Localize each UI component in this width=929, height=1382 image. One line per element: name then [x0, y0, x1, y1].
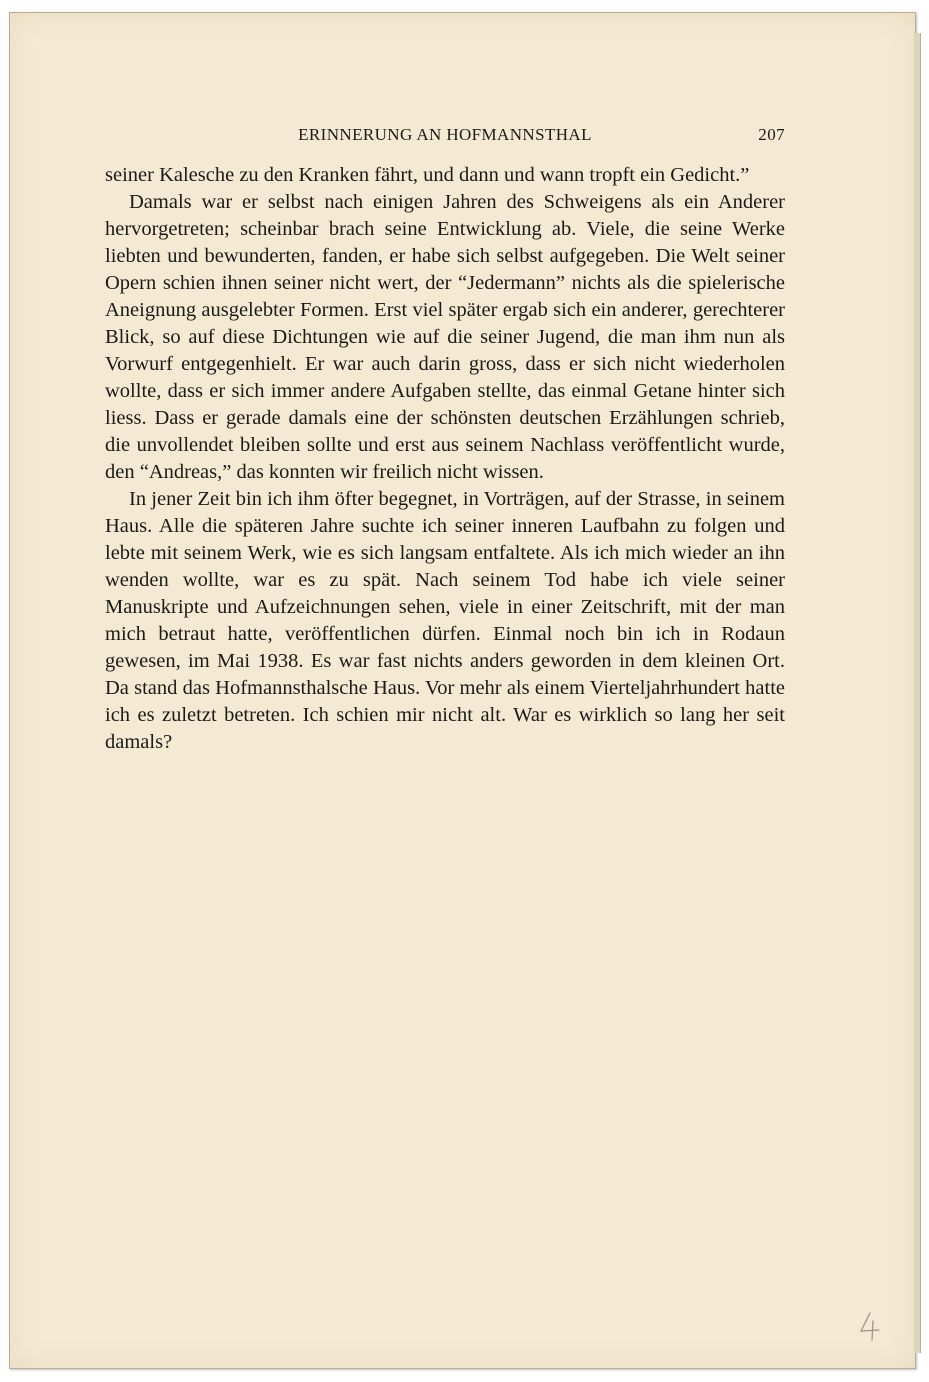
running-title: ERINNERUNG AN HOFMANNSTHAL [298, 125, 592, 144]
paragraph: Damals war er selbst nach einigen Jahren des Schweigens als ein Anderer hervorgetreten; scheinbar brach seine Entwicklung ab. Viele, die seine Werke liebten und bewunderten, fanden, er habe sich selbst aufgegeben. Die Welt seiner Opern schien ihnen seiner nicht wert, der “Jedermann” nichts als die spielerische Aneignung ausgelebter Formen. Erst viel später ergab sich ein anderer, gerechterer Blick, so auf diese Dichtungen wie auf die seiner Jugend, die man ihm nun als Vorwurf entgegenhielt. Er war auch darin gross, dass er sich nicht wiederholen wollte, dass er sich immer andere Aufgaben stellte, das einmal Getane hinter sich liess. Dass er gerade damals eine der schönsten deutschen Erzählungen schrieb, die unvollendet bleiben sollte und erst aus seinem Nachlass veröffentlicht wurde, den “Andreas,” das konnten wir freilich nicht wissen. [105, 191, 785, 483]
pencil-mark [858, 1311, 882, 1341]
body-text [105, 162, 785, 756]
book-page [9, 12, 916, 1369]
paragraph: In jener Zeit bin ich ihm öfter begegnet, in Vorträgen, auf der Strasse, in seinem Haus. Alle die späteren Jahre suchte ich seiner inneren Laufbahn zu folgen und lebte mit seinem Werk, wie es sich langsam entfaltete. Als ich mich wieder an ihn wenden wollte, war es zu spät. Nach seinem Tod habe ich viele seiner Manuskripte und Aufzeichnungen sehen, viele in einer Zeitschrift, mit der man mich betraut hatte, veröffentlichen dürfen. Einmal noch bin ich in Rodaun gewesen, im Mai 1938. Es war fast nichts anders geworden in dem kleinen Ort. Da stand das Hofmannsthalsche Haus. Vor mehr als einem Vierteljahrhundert hatte ich es zuletzt betreten. Ich schien mir nicht alt. War es wirklich so lang her seit damals? [105, 488, 785, 753]
running-header [105, 125, 785, 149]
paragraph-continuation: seiner Kalesche zu den Kranken fährt, und dann und wann tropft ein Gedicht.” [105, 164, 750, 186]
page-number: 207 [758, 125, 785, 144]
